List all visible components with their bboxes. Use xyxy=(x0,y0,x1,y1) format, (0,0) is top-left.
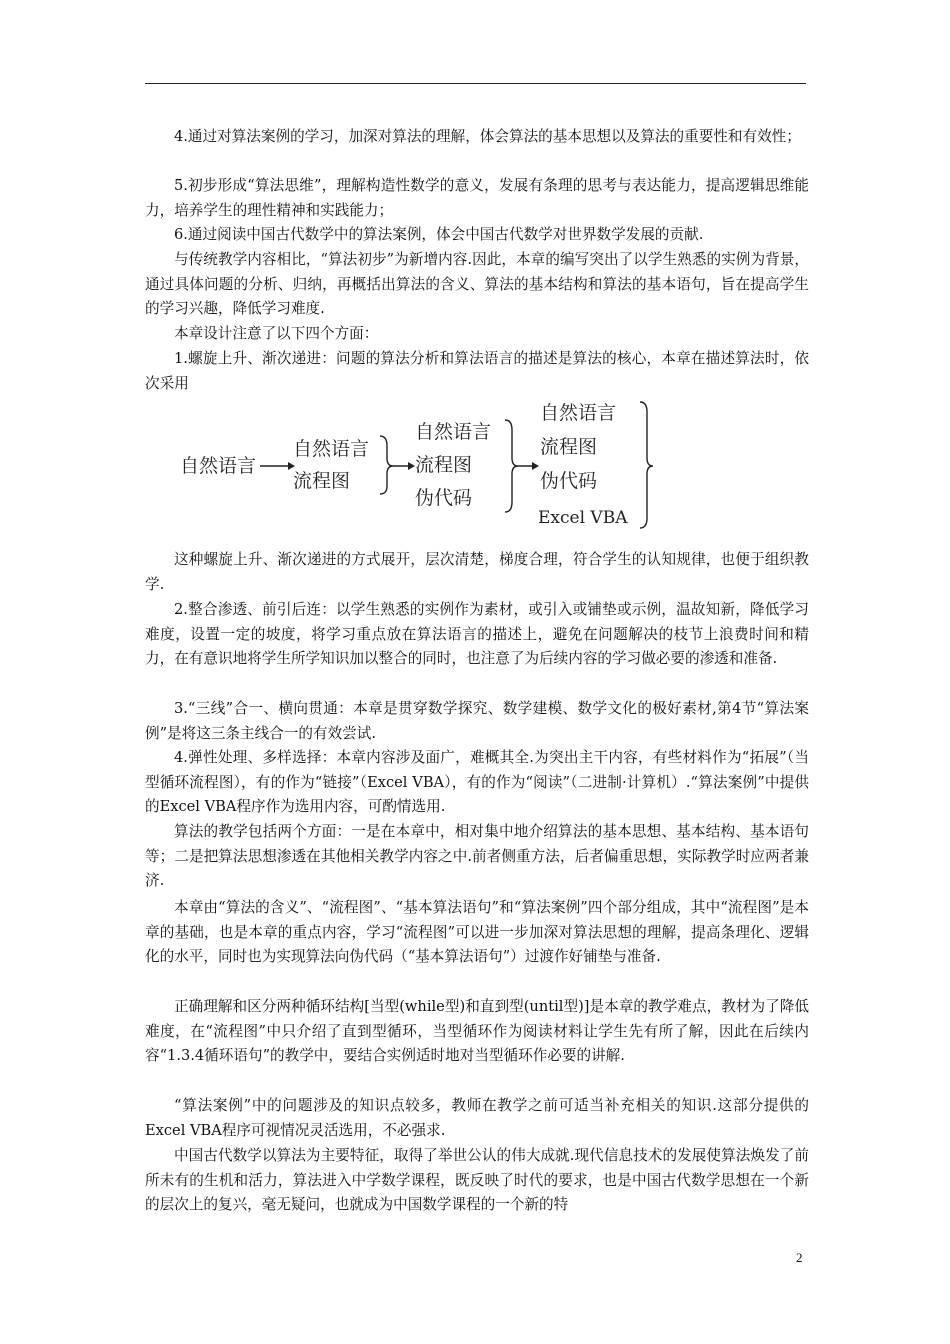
diagram-arrowhead-3 xyxy=(532,462,539,470)
paragraph-ancient-chinese-math: 中国古代数学以算法为主要特征，取得了举世公认的伟大成就.现代信息技术的发展使算法焕发了前所未有的生机和活力，算法进入中学数学课程，既反映了时代的要求，也是中国古代数学思想在一个新的层次上的复兴，毫无疑问，也就成为中国数学课程的一个新的特 xyxy=(145,1147,809,1213)
paragraph-teaching-two-aspects: 算法的教学包括两个方面：一是在本章中，相对集中地介绍算法的基本思想、基本结构、基本语句等；二是把算法思想渗透在其他相关教学内容之中.前者侧重方法，后者偏重思想，实际教学时应两者兼济. xyxy=(145,823,809,889)
diagram-stage2-item-1: 自然语言 xyxy=(293,438,370,460)
diagram-stage3-item-3: 伪代码 xyxy=(415,487,473,509)
diagram-stage4-item-4: Excel VBA xyxy=(538,508,628,528)
paragraph-loop-structures: 正确理解和区分两种循环结构[当型(while型)和直到型(until型)]是本章的教学难点，教材为了降低难度，在“流程图”中只介绍了直到型循环，当型循环作为阅读材料让学生先有所了解，因此在后续内容“1.3.4循环语句”的教学中，要结合实例适时地对当型循环作必要的讲解. xyxy=(145,998,809,1064)
paragraph-aspect-2: 2.整合渗透、前引后连：以学生熟悉的实例作为素材，或引入或铺垫或示例，温故知新，降低学习难度，设置一定的坡度，将学习重点放在算法语言的描述上，避免在问题解决的枝节上浪费时间和精力，在有意识地将学生所学知识加以整合的同时，也注意了为后续内容的学习做必要的渗透和准备. xyxy=(145,601,809,667)
diagram-stage4-item-3: 伪代码 xyxy=(540,470,598,492)
diagram-stage3-item-1: 自然语言 xyxy=(415,421,492,443)
paragraph-algorithm-cases: “算法案例”中的问题涉及的知识点较多，教师在教学之前可适当补充相关的知识.这部分提供的Excel VBA程序可视情况灵活选用，不必强求. xyxy=(145,1097,809,1139)
diagram-stage2-item-2: 流程图 xyxy=(293,470,351,492)
paragraph-aspect-3: 3.“三线”合一、横向贯通：本章是贯穿数学探究、数学建模、数学文化的极好素材,第4节“算法案例”是将这三条主线合一的有效尝试. xyxy=(145,700,809,742)
paragraph-aspect-1: 1.螺旋上升、渐次递进：问题的算法分析和算法语言的描述是算法的核心，本章在描述算法时，依次采用 xyxy=(145,350,809,392)
paragraph-aspect-1-summary: 这种螺旋上升、渐次递进的方式展开，层次清楚，梯度合理，符合学生的认知规律，也便于组织教学. xyxy=(145,551,809,593)
paragraph-aspect-4: 4.弹性处理、多样选择：本章内容涉及面广，难概其全.为突出主干内容，有些材料作为“拓展”（当型循环流程图），有的作为“链接”（Excel VBA），有的作为“阅读”（二进制·计算机）.“算法案例”中提供的Excel VBA程序作为选用内容，可酌情选用. xyxy=(145,749,809,815)
paragraph-goal-5: 5.初步形成“算法思维”，理解构造性数学的意义，发展有条理的思考与表达能力，提高逻辑思维能力，培养学生的理性精神和实践能力； xyxy=(145,177,809,219)
page-number: 2 xyxy=(796,1250,803,1265)
diagram-brace-2 xyxy=(380,436,393,494)
diagram-stage3-item-2: 流程图 xyxy=(415,454,473,476)
header-rule xyxy=(145,83,806,84)
diagram-arrowhead-1 xyxy=(288,462,295,470)
diagram-brace-3 xyxy=(505,420,518,512)
diagram-arrowhead-2 xyxy=(408,462,415,470)
diagram-stage4-item-1: 自然语言 xyxy=(540,402,617,424)
paragraph-new-content: 与传统教学内容相比，“算法初步”为新增内容.因此，本章的编写突出了以学生熟悉的实例为背景，通过具体问题的分析、归纳，再概括出算法的含义、算法的基本结构和算法的基本语句，旨在提高学生的学习兴趣，降低学习难度. xyxy=(145,251,809,317)
spiral-progression-diagram xyxy=(175,398,665,533)
diagram-brace-4 xyxy=(640,402,653,528)
paragraph-goal-6: 6.通过阅读中国古代数学中的算法案例，体会中国古代数学对世界数学发展的贡献. xyxy=(174,226,704,243)
diagram-stage1-text: 自然语言 xyxy=(180,455,257,477)
diagram-stage4-item-2: 流程图 xyxy=(540,436,598,458)
paragraph-four-aspects: 本章设计注意了以下四个方面： xyxy=(174,325,379,342)
paragraph-goal-4: 4.通过对算法案例的学习，加深对算法的理解，体会算法的基本思想以及算法的重要性和有效性； xyxy=(174,128,801,145)
paragraph-chapter-composition: 本章由“算法的含义”、“流程图”、“基本算法语句”和“算法案例”四个部分组成，其中“流程图”是本章的基础，也是本章的重点内容，学习“流程图”可以进一步加深对算法思想的理解，提高条理化、逻辑化的水平，同时也为实现算法向伪代码（“基本算法语句”）过渡作好铺垫与准备. xyxy=(145,899,809,965)
